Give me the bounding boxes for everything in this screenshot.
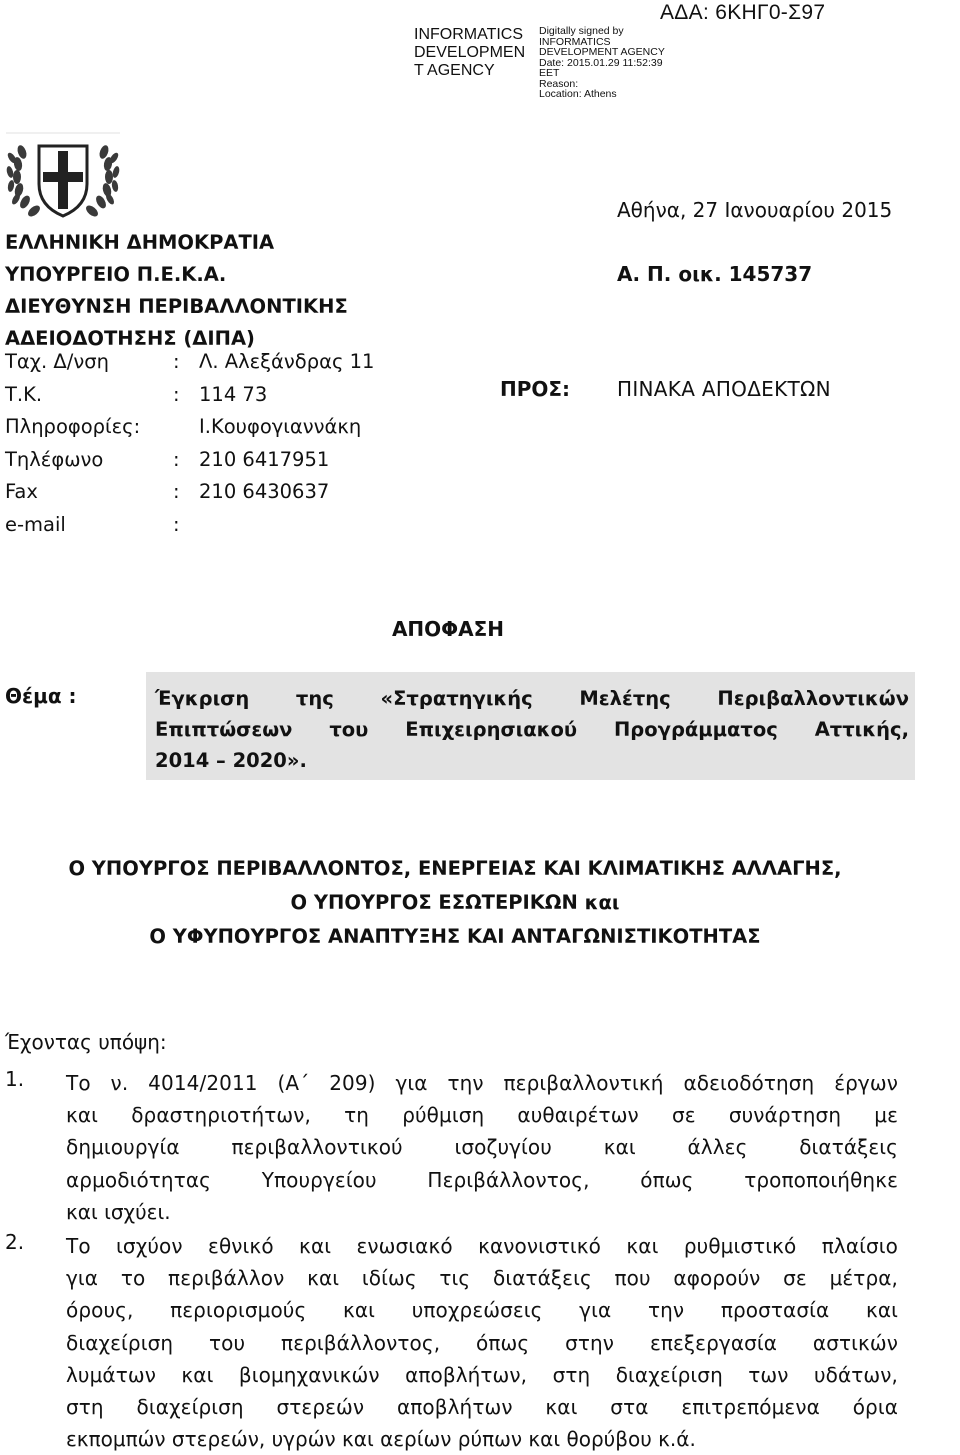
ada-code: ΑΔΑ: 6ΚΗΓ0-Σ97 bbox=[660, 1, 826, 24]
contact-colon: : bbox=[173, 480, 180, 503]
subject-label: Θέμα : bbox=[5, 684, 77, 708]
minister-line: Ο ΥΠΟΥΡΓΟΣ ΕΣΩΤΕΡΙΚΩΝ και bbox=[290, 891, 620, 914]
item-line: στη διαχείριση στερεών αποβλήτων και στα επιτρεπόμενα όρια bbox=[66, 1395, 898, 1420]
issuer-line: ΑΔΕΙΟΔΟΤΗΣΗΣ (ΔΙΠΑ) bbox=[5, 327, 255, 350]
signature-detail-line: INFORMATICS bbox=[539, 35, 611, 48]
document-date: Αθήνα, 27 Ιανουαρίου 2015 bbox=[617, 198, 893, 222]
subject-line: 2014 – 2020». bbox=[155, 749, 307, 772]
contact-label: Πληροφορίες: bbox=[5, 415, 141, 438]
protocol-number: Α. Π. οικ. 145737 bbox=[617, 262, 813, 286]
issuer-line: ΕΛΛΗΝΙΚΗ ΔΗΜΟΚΡΑΤΙΑ bbox=[5, 231, 275, 254]
ministers-heading bbox=[0, 852, 910, 954]
contact-value: 210 6430637 bbox=[199, 480, 330, 503]
signature-detail-line: Location: Athens bbox=[539, 88, 617, 100]
decision-title: ΑΠΟΦΑΣΗ bbox=[391, 617, 505, 641]
item-line: όρους, περιορισμούς και υποχρεώσεις για την προστασία και bbox=[66, 1298, 898, 1323]
item-text bbox=[66, 1067, 898, 1228]
issuer-line: ΥΠΟΥΡΓΕΙΟ Π.Ε.Κ.Α. bbox=[5, 263, 227, 286]
item-line: δημιουργία περιβαλλοντικού ισοζυγίου και άλλες διατάξεις bbox=[66, 1135, 898, 1160]
contact-label: Τηλέφωνο bbox=[5, 447, 104, 471]
contact-colon: : bbox=[173, 350, 180, 373]
contact-label: Ταχ. Δ/νση bbox=[5, 350, 109, 373]
item-line: και δραστηριοτήτων, τη ρύθμιση αυθαιρέτων σε συνάρτηση με bbox=[66, 1103, 898, 1128]
contact-value: Ι.Κουφογιαννάκη bbox=[199, 415, 362, 438]
item-line: και ισχύει. bbox=[66, 1199, 171, 1224]
signature-detail-line: DEVELOPMENT AGENCY bbox=[539, 46, 665, 58]
signature-detail-line: EET bbox=[539, 67, 560, 79]
subject-line: Επιπτώσεων του Επιχειρησιακού Προγράμματος Αττικής, bbox=[155, 718, 909, 741]
subject-text bbox=[155, 683, 909, 776]
signature-details bbox=[539, 26, 665, 100]
contact-label: Τ.Κ. bbox=[5, 382, 43, 406]
contact-value: 210 6417951 bbox=[199, 447, 330, 471]
recipients-value: ΠΙΝΑΚΑ ΑΠΟΔΕΚΤΩΝ bbox=[617, 377, 831, 401]
item-line: Το ισχύον εθνικό και ενωσιακό κανονιστικό και ρυθμιστικό πλαίσιο bbox=[66, 1234, 898, 1258]
issuer-heading bbox=[5, 227, 348, 355]
contact-colon: : bbox=[173, 447, 180, 471]
item-line: διαχείριση του περιβάλλοντος, όπως στην επεξεργασία αστικών bbox=[66, 1330, 898, 1355]
item-text bbox=[66, 1230, 898, 1455]
signature-org-line: T AGENCY bbox=[414, 62, 495, 79]
signature-detail-line: Digitally signed by bbox=[539, 25, 624, 37]
issuer-line: ΔΙΕΥΘΥΝΣΗ ΠΕΡΙΒΑΛΛΟΝΤΙΚΗΣ bbox=[5, 295, 348, 318]
contact-colon: : bbox=[173, 382, 180, 406]
item-line: Το ν. 4014/2011 (Α΄ 209) για την περιβαλλοντική αδειοδότηση έργων bbox=[66, 1071, 898, 1095]
item-line: εκπομπών στερεών, υγρών και αερίων ρύπων και θορύβου κ.ά. bbox=[66, 1427, 696, 1452]
minister-line: Ο ΥΠΟΥΡΓΟΣ ΠΕΡΙΒΑΛΛΟΝΤΟΣ, ΕΝΕΡΓΕΙΑΣ ΚΑΙ ΚΛΙΜΑΤΙΚΗΣ ΑΛΛΑΓΗΣ, bbox=[68, 857, 842, 880]
recipients-label: ΠΡΟΣ: bbox=[500, 377, 571, 401]
minister-line: Ο ΥΦΥΠΟΥΡΓΟΣ ΑΝΑΠΤΥΞΗΣ ΚΑΙ ΑΝΤΑΓΩΝΙΣΤΙΚΟΤΗΤΑΣ bbox=[149, 925, 761, 948]
item-line: λυμάτων και βιομηχανικών αποβλήτων, στη διαχείριση των υδάτων, bbox=[66, 1362, 898, 1387]
signature-detail-line: Date: 2015.01.29 11:52:39 bbox=[539, 56, 663, 69]
item-line: για το περιβάλλον και ιδίως τις διατάξεις που αφορούν σε μέτρα, bbox=[66, 1266, 898, 1291]
contact-label: Fax bbox=[5, 480, 38, 503]
signature-org-line: DEVELOPMEN bbox=[414, 44, 526, 61]
signature-org-line: INFORMATICS bbox=[414, 26, 524, 43]
contact-label: e-mail bbox=[5, 512, 66, 536]
item-number: 2. bbox=[5, 1230, 25, 1254]
having-in-mind: Έχοντας υπόψη: bbox=[5, 1030, 167, 1054]
signature-organization bbox=[414, 26, 536, 80]
subject-line: Έγκριση της «Στρατηγικής Μελέτης Περιβαλλοντικών bbox=[155, 687, 909, 710]
item-number: 1. bbox=[5, 1067, 25, 1091]
contact-value: Λ. Αλεξάνδρας 11 bbox=[199, 350, 375, 373]
contact-colon: : bbox=[173, 512, 180, 536]
contact-value: 114 73 bbox=[199, 382, 268, 406]
signature-detail-line: Reason: bbox=[539, 77, 579, 90]
item-line: αρμοδιότητας Υπουργείου Περιβάλλοντος, όπως τροποποιήθηκε bbox=[66, 1167, 898, 1192]
greek-coat-of-arms-icon bbox=[6, 132, 120, 224]
